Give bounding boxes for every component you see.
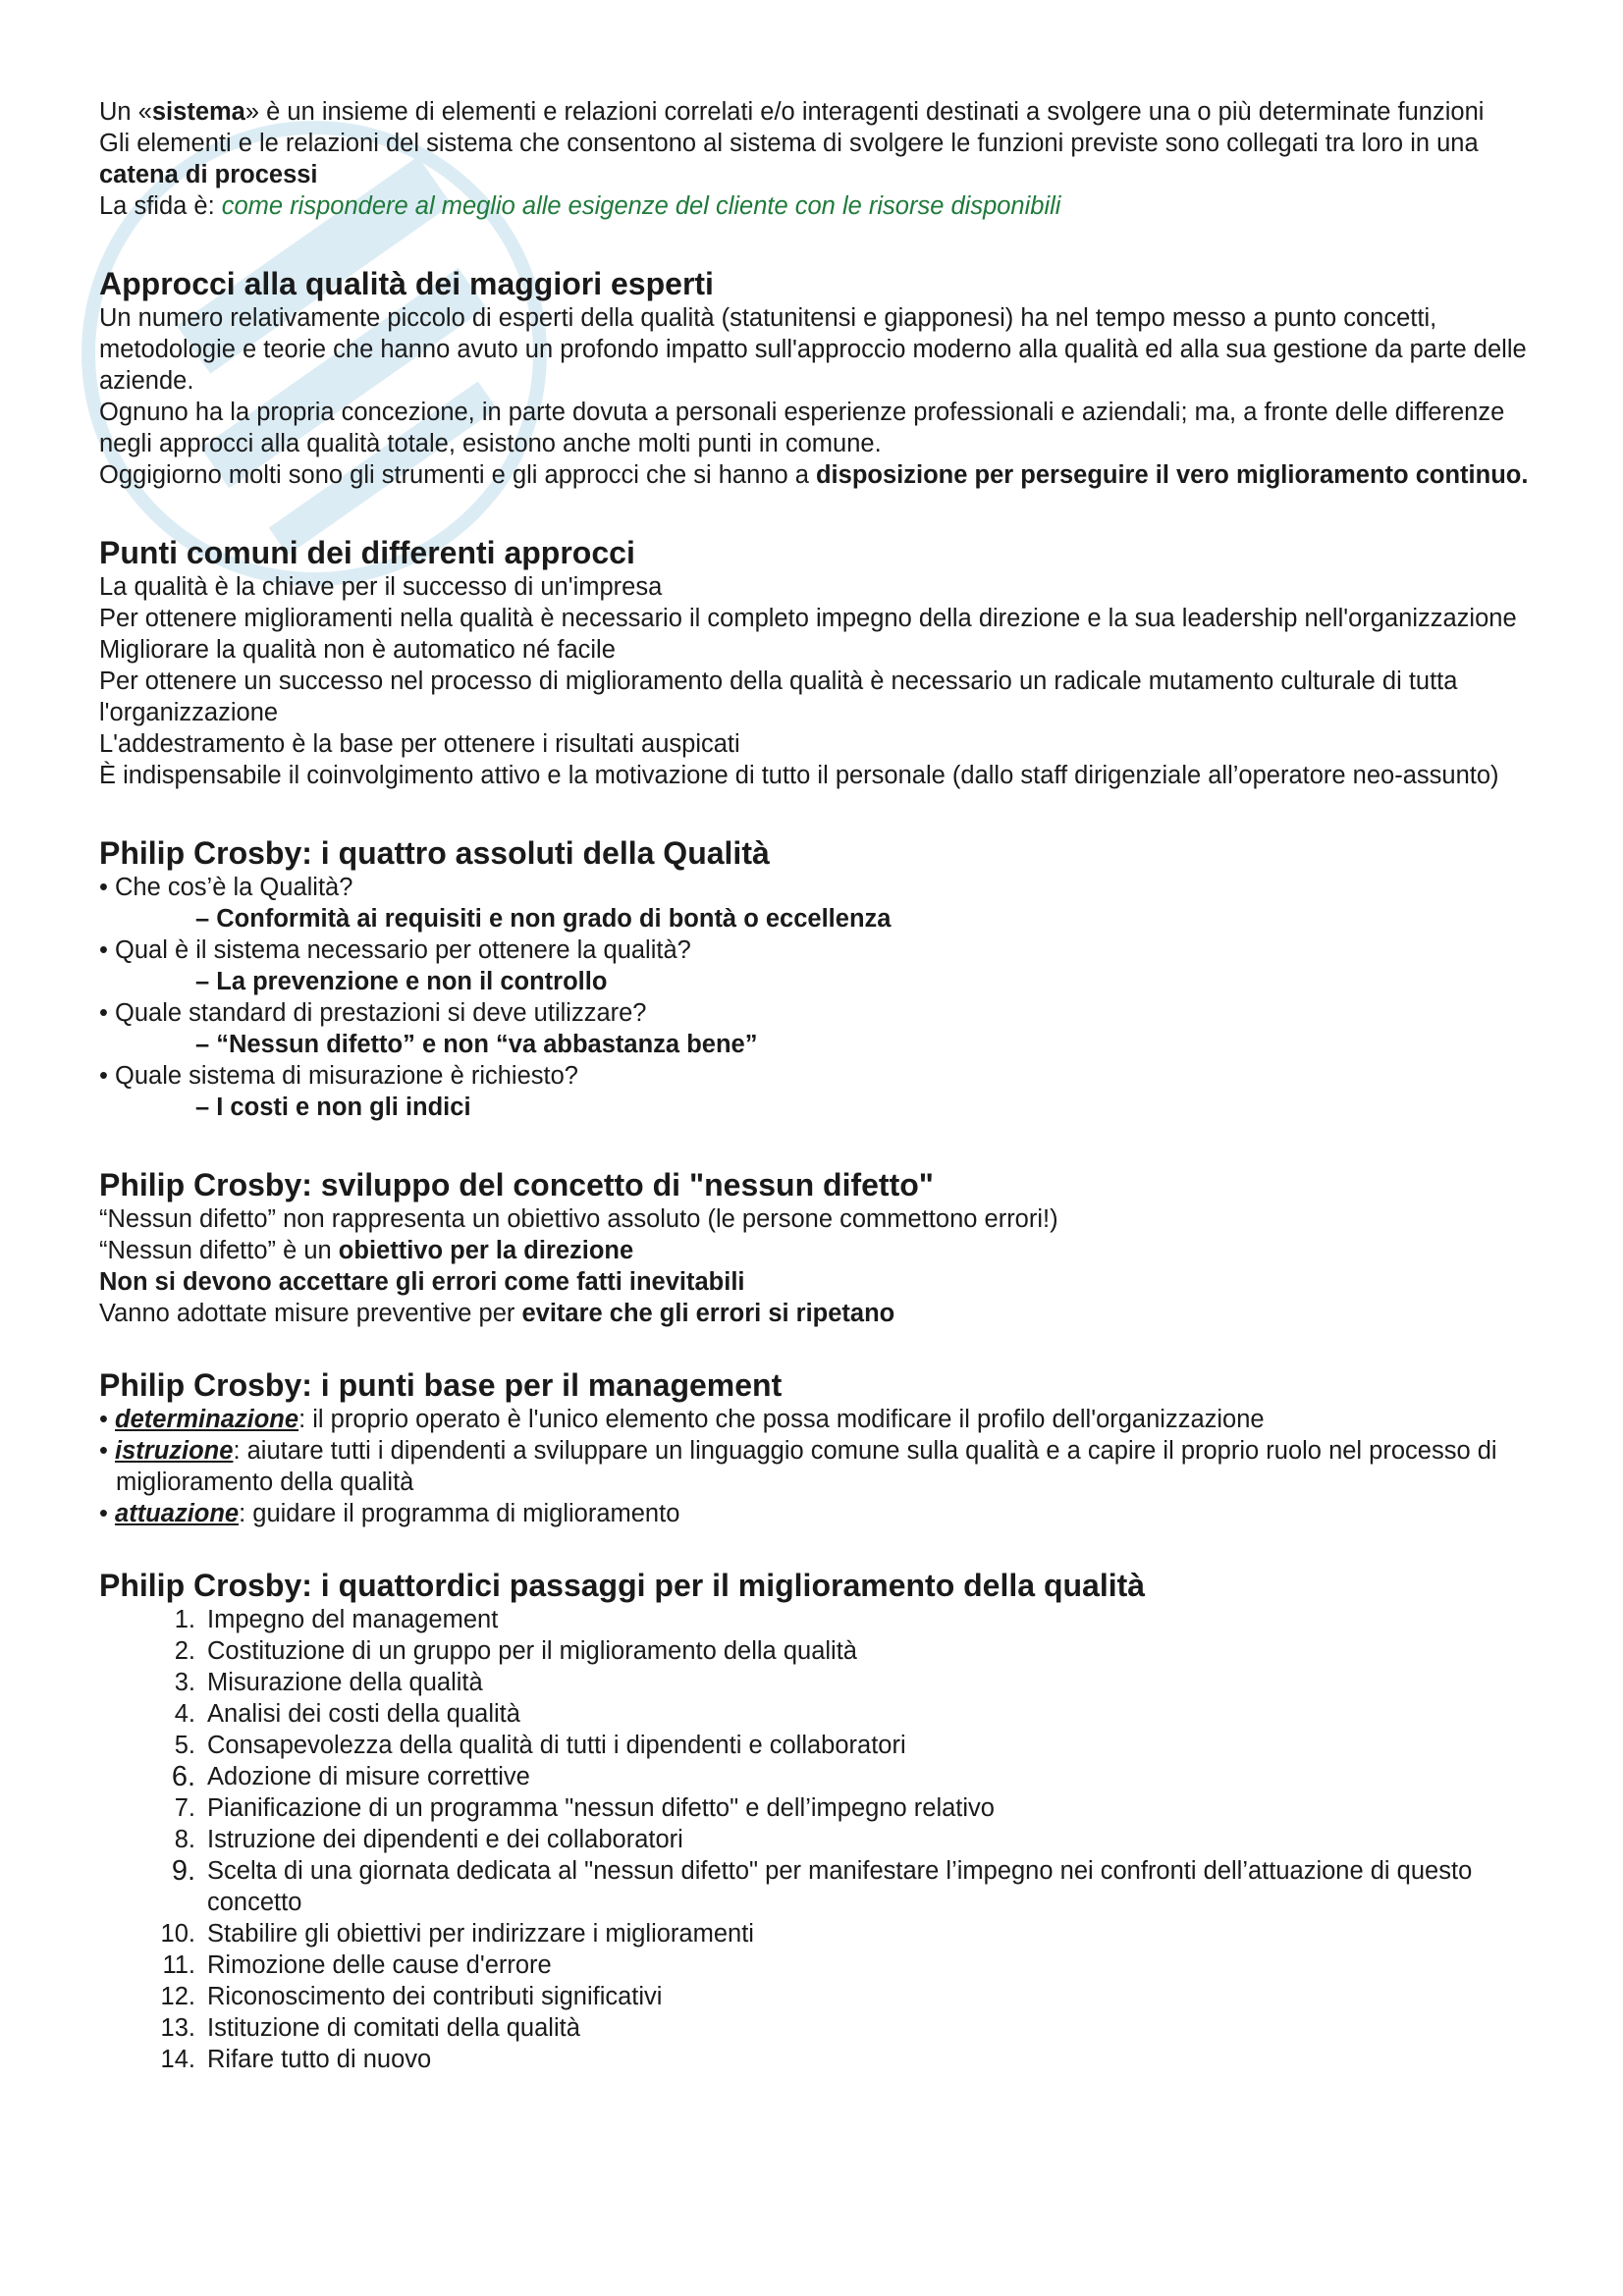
nessun-difetto-section [99, 1166, 1542, 1329]
management-item: • istruzione: aiutare tutti i dipendenti a sviluppare un linguaggio comune sulla qualità e a capire il proprio ruolo nel processo di miglioramento della qualità [99, 1437, 1497, 1496]
passaggi-heading: Philip Crosby: i quattordici passaggi per il miglioramento della qualità [99, 1568, 1146, 1603]
nessun-difetto-line: “Nessun difetto” è un obiettivo per la direzione [99, 1237, 634, 1264]
punti-comuni-heading: Punti comuni dei differenti approcci [99, 535, 635, 570]
punti-comuni-line: L'addestramento è la base per ottenere i risultati auspicati [99, 730, 740, 758]
intro-sfida: La sfida è: come rispondere al meglio alle esigenze del cliente con le risorse disponibili [99, 192, 1061, 220]
nessun-difetto-line: Non si devono accettare gli errori come fatti inevitabili [99, 1268, 745, 1296]
assoluti-section [99, 834, 1542, 1123]
approcci-paragraph-2: Ognuno ha la propria concezione, in parte dovuta a personali esperienze professionali e aziendali; ma, a fronte delle differenze negli approcci alla qualità totale, esistono anche molti punti in comune. [99, 399, 1505, 457]
punti-comuni-line: Per ottenere un successo nel processo di miglioramento della qualità è necessario un radicale mutamento culturale di tutta l'organizzazione [99, 667, 1458, 726]
assoluti-answer: – Conformità ai requisiti e non grado di bontà o eccellenza [195, 905, 892, 933]
nessun-difetto-line: Vanno adottate misure preventive per evitare che gli errori si ripetano [99, 1300, 895, 1327]
step-item: 12. Riconoscimento dei contributi significativi [160, 1983, 663, 2010]
step-item: 3. Misurazione della qualità [174, 1669, 483, 1696]
approcci-heading: Approcci alla qualità dei maggiori esperti [99, 266, 714, 301]
assoluti-question: • Quale standard di prestazioni si deve utilizzare? [99, 999, 647, 1027]
step-item: 13. Istituzione di comitati della qualità [160, 2014, 580, 2042]
step-item: 11. Rimozione delle cause d'errore [162, 1951, 552, 1979]
step-item: 10. Stabilire gli obiettivi per indirizzare i miglioramenti [160, 1920, 754, 1948]
step-item: 4. Analisi dei costi della qualità [174, 1700, 520, 1728]
assoluti-heading: Philip Crosby: i quattro assoluti della Qualità [99, 835, 770, 871]
punti-comuni-line: Per ottenere miglioramenti nella qualità è necessario il completo impegno della direzione e la sua leadership nell'organizzazione [99, 605, 1517, 632]
management-section [99, 1366, 1542, 1529]
punti-comuni-line: Migliorare la qualità non è automatico né facile [99, 636, 616, 664]
punti-comuni-line: La qualità è la chiave per il successo di un'impresa [99, 573, 663, 601]
assoluti-question: • Quale sistema di misurazione è richiesto? [99, 1062, 578, 1090]
approcci-paragraph-3: Oggigiorno molti sono gli strumenti e gli approcci che si hanno a disposizione per perseguire il vero miglioramento continuo. [99, 461, 1529, 489]
step-item: 5. Consapevolezza della qualità di tutti i dipendenti e collaboratori [174, 1732, 906, 1759]
nessun-difetto-heading: Philip Crosby: sviluppo del concetto di "nessun difetto" [99, 1167, 934, 1202]
nessun-difetto-line: “Nessun difetto” non rappresenta un obiettivo assoluto (le persone commettono errori!) [99, 1205, 1058, 1233]
intro-processi: Gli elementi e le relazioni del sistema che consentono al sistema di svolgere le funzioni previste sono collegati tra loro in una catena di processi [99, 130, 1479, 188]
assoluti-question: • Che cos’è la Qualità? [99, 874, 353, 901]
assoluti-answer: – I costi e non gli indici [195, 1094, 471, 1121]
management-heading: Philip Crosby: i punti base per il management [99, 1367, 783, 1403]
step-item: 8. Istruzione dei dipendenti e dei collaboratori [174, 1826, 683, 1853]
assoluti-answer: – La prevenzione e non il controllo [195, 968, 608, 995]
management-item: • determinazione: il proprio operato è l'unico elemento che possa modificare il profilo dell'organizzazione [99, 1406, 1265, 1433]
approcci-section [99, 265, 1542, 491]
step-item: 14. Rifare tutto di nuovo [160, 2046, 432, 2073]
assoluti-answer: – “Nessun difetto” e non “va abbastanza bene” [195, 1031, 758, 1058]
punti-comuni-section [99, 534, 1542, 791]
step-item: 7. Pianificazione di un programma "nessun difetto" e dell’impegno relativo [174, 1794, 995, 1822]
intro-section [99, 96, 1542, 222]
passaggi-list [99, 1604, 1542, 2075]
management-item: • attuazione: guidare il programma di miglioramento [99, 1500, 680, 1527]
step-item: 9. Scelta di una giornata dedicata al "nessun difetto" per manifestare l’impegno nei confronti dell’attuazione di questo concetto [171, 1855, 1473, 1916]
passaggi-section [99, 1567, 1542, 2075]
punti-comuni-line: È indispensabile il coinvolgimento attivo e la motivazione di tutto il personale (dallo staff dirigenziale all’operatore neo-assunto) [99, 762, 1499, 789]
step-item: 1. Impegno del management [174, 1606, 499, 1633]
document-page [99, 96, 1542, 2075]
step-item: 2. Costituzione di un gruppo per il miglioramento della qualità [174, 1637, 857, 1665]
approcci-paragraph-1: Un numero relativamente piccolo di esperti della qualità (statunitensi e giapponesi) ha nel tempo messo a punto concetti, metodologie e teorie che hanno avuto un profondo impatto sull'approccio moderno alla qualità ed alla sua gestione da parte delle aziende. [99, 304, 1527, 395]
step-item: 6. Adozione di misure correttive [171, 1761, 530, 1792]
assoluti-question: • Qual è il sistema necessario per ottenere la qualità? [99, 936, 691, 964]
intro-sistema: Un «sistema» è un insieme di elementi e relazioni correlati e/o interagenti destinati a svolgere una o più determinate funzioni [99, 98, 1485, 126]
